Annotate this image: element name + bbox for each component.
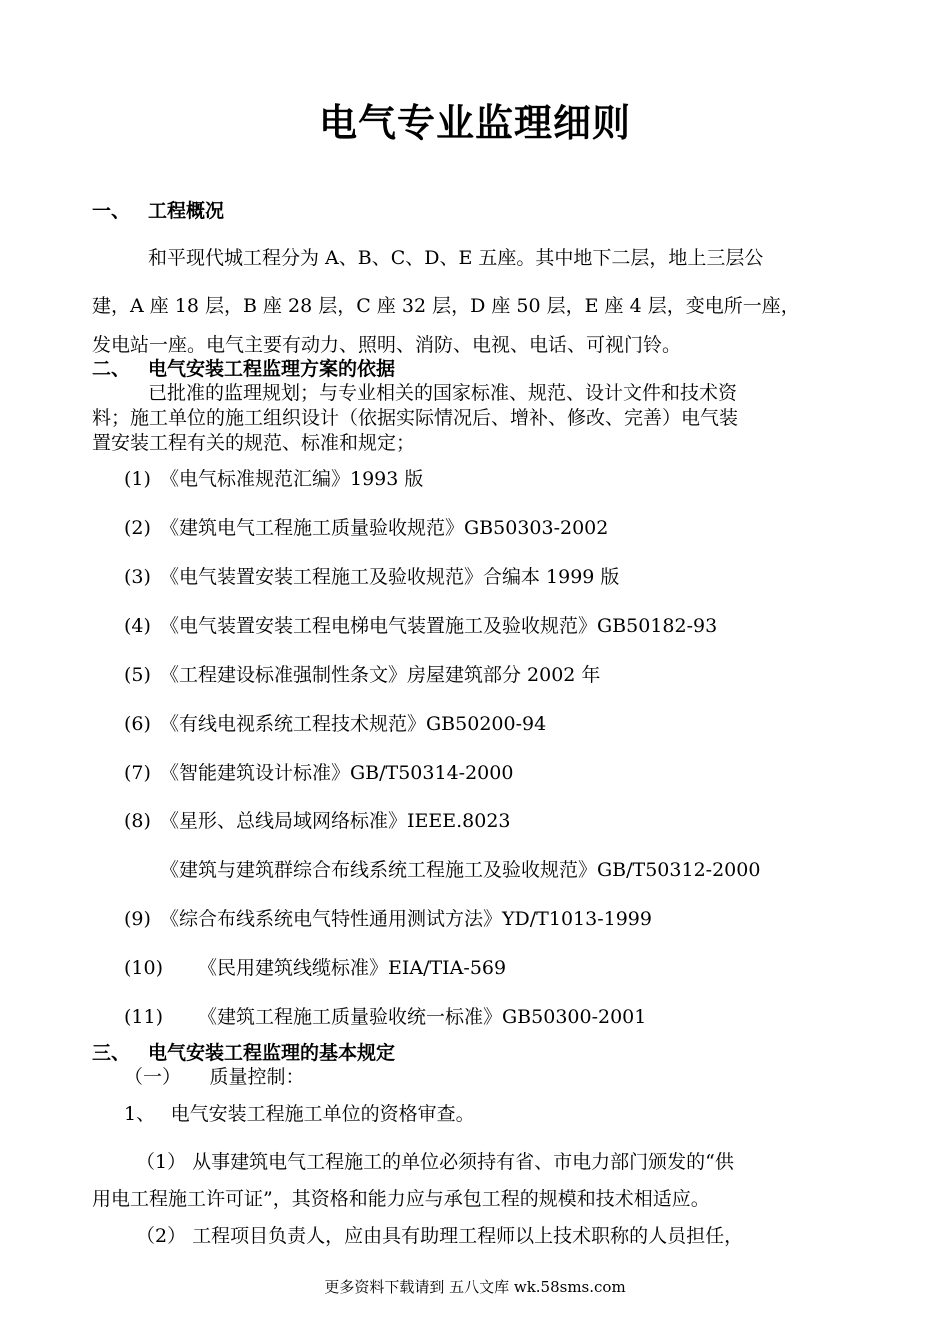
reference-number: (2) [124, 517, 151, 539]
reference-text: 《电气装置安装工程电梯电气装置施工及验收规范》GB50182-93 [160, 615, 718, 637]
reference-number: (11) [124, 1006, 164, 1028]
reference-item [124, 709, 546, 736]
reference-text: 《有线电视系统工程技术规范》GB50200-94 [160, 713, 547, 735]
reference-item [124, 904, 652, 931]
reference-item [124, 855, 760, 882]
reference-text: 《建筑工程施工质量验收统一标准》GB50300-2001 [198, 1006, 647, 1028]
basis-line-1: 已批准的监理规划；与专业相关的国家标准、规范、设计文件和技术资 [148, 382, 738, 404]
section-number: 一、 [92, 200, 131, 222]
reference-text: 《建筑与建筑群综合布线系统工程施工及验收规范》GB/T50312-2000 [160, 859, 761, 881]
page-footer: 更多资料下载请到 五八文库 wk.58sms.com [324, 1278, 626, 1296]
reference-text: 《工程建设标准强制性条文》房屋建筑部分 2002 年 [160, 664, 601, 686]
subsection-quality-control: （一） 质量控制： [124, 1066, 305, 1088]
reference-number: (6) [124, 713, 151, 735]
reference-number: (8) [124, 810, 151, 832]
reference-number: (7) [124, 762, 151, 784]
section-number: 三、 [92, 1042, 131, 1064]
overview-line-2: 建，A 座 18 层，B 座 28 层，C 座 32 层，D 座 50 层，E 座 4 层，变电所一座， [92, 295, 800, 317]
rule-paragraph-1-line-2: 用电工程施工许可证”，其资格和能力应与承包工程的规模和技术相适应。 [92, 1188, 710, 1210]
reference-item [124, 562, 619, 589]
rule-paragraph-2-line-1: （2） 工程项目负责人，应由具有助理工程师以上技术职称的人员担任， [136, 1225, 744, 1247]
reference-text: 《电气标准规范汇编》1993 版 [160, 468, 424, 490]
section-heading-2 [92, 354, 395, 381]
reference-text: 《民用建筑线缆标准》EIA/TIA-569 [198, 957, 507, 979]
section-title: 电气安装工程监理的基本规定 [148, 1042, 396, 1064]
reference-text: 《星形、总线局域网络标准》IEEE.8023 [160, 810, 511, 832]
section-number: 二、 [92, 358, 131, 380]
section-heading-1 [92, 196, 224, 223]
reference-number: (4) [124, 615, 151, 637]
section-title: 工程概况 [148, 200, 225, 222]
reference-number: (10) [124, 957, 164, 979]
overview-line-3: 发电站一座。电气主要有动力、照明、消防、电视、电话、可视门铃。 [92, 334, 682, 356]
reference-text: 《电气装置安装工程施工及验收规范》合编本 1999 版 [160, 566, 620, 588]
reference-text: 《综合布线系统电气特性通用测试方法》YD/T1013-1999 [160, 908, 652, 930]
basis-line-2: 料；施工单位的施工组织设计（依据实际情况后、增补、修改、完善）电气装 [92, 407, 739, 429]
reference-text: 《智能建筑设计标准》GB/T50314-2000 [160, 762, 514, 784]
reference-item [124, 660, 600, 687]
reference-item [124, 806, 511, 833]
reference-item [124, 758, 513, 785]
reference-item [124, 464, 423, 491]
reference-text: 《建筑电气工程施工质量验收规范》GB50303-2002 [160, 517, 609, 539]
section-heading-3 [92, 1038, 395, 1065]
rule-paragraph-1-line-1: （1） 从事建筑电气工程施工的单位必须持有省、市电力部门颁发的“供 [136, 1151, 734, 1173]
reference-number: (9) [124, 908, 151, 930]
overview-line-1: 和平现代城工程分为 A、B、C、D、E 五座。其中地下二层，地上三层公 [148, 247, 764, 269]
document-title: 电气专业监理细则 [318, 101, 631, 145]
reference-item [124, 953, 506, 980]
reference-number: (1) [124, 468, 151, 490]
basis-line-3: 置安装工程有关的规范、标准和规定； [92, 432, 416, 454]
reference-item [124, 1002, 646, 1029]
reference-item [124, 513, 608, 540]
rule-item-1: 1、 电气安装工程施工单位的资格审查。 [124, 1103, 475, 1125]
reference-item [124, 611, 717, 638]
reference-number: (5) [124, 664, 151, 686]
reference-number: (3) [124, 566, 151, 588]
section-title: 电气安装工程监理方案的依据 [148, 358, 396, 380]
